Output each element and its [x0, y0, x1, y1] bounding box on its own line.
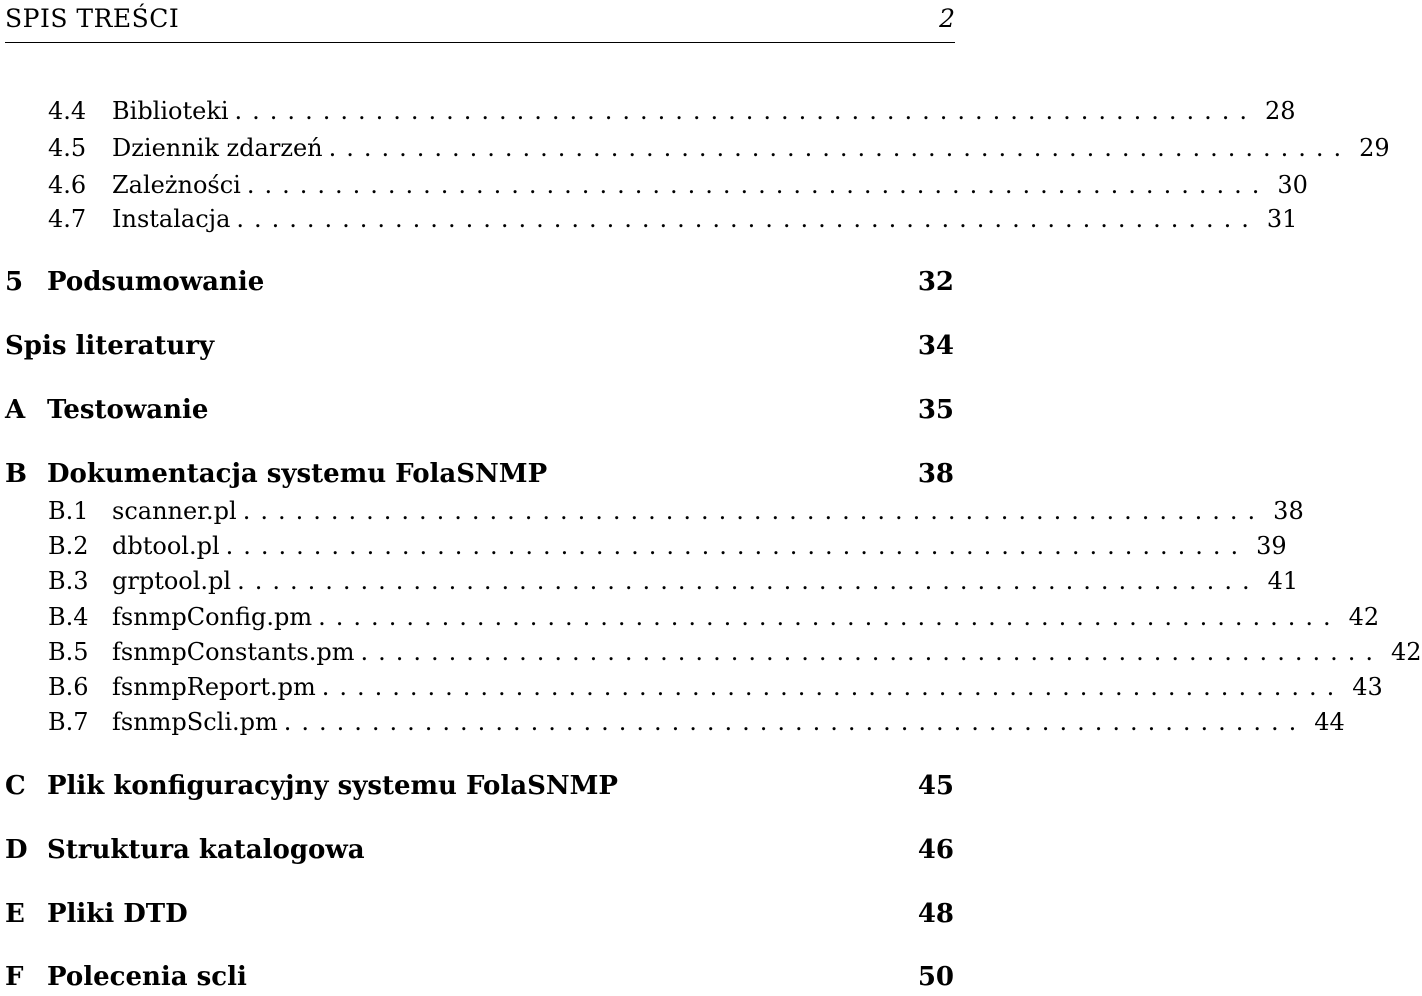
toc-entry-number: B.2 — [48, 532, 89, 560]
dot-leader: .......................................................... — [237, 567, 1260, 595]
toc-appendix-e[interactable] — [5, 899, 954, 933]
toc-entry-number: 4.6 — [48, 171, 87, 199]
toc-appendix-c[interactable] — [5, 771, 954, 805]
toc-entry-label: Biblioteki — [112, 97, 229, 125]
toc-entry-page: 42 — [1390, 638, 1422, 666]
toc-entry-number: B.7 — [48, 708, 89, 736]
dot-leader: .......................................................... — [225, 532, 1249, 560]
toc-appendix-b[interactable] — [5, 459, 954, 493]
dot-leader: .......................................................... — [236, 205, 1259, 233]
header-page-number: 2 — [939, 4, 955, 33]
toc-entry-4-6[interactable] — [48, 171, 1308, 205]
dot-leader: .......................................................... — [318, 603, 1341, 631]
toc-chapter-page: 38 — [917, 459, 954, 489]
toc-chapter-label: Pliki DTD — [47, 899, 188, 929]
toc-entry-number: B.5 — [48, 638, 89, 666]
toc-chapter-5[interactable] — [5, 267, 954, 301]
toc-entry-label: scanner.pl — [112, 497, 237, 525]
toc-entry-label: fsnmpConfig.pm — [112, 603, 313, 631]
dot-leader: .......................................................... — [321, 673, 1345, 701]
toc-entry-number: B.1 — [48, 497, 89, 525]
dot-leader: .......................................................... — [242, 497, 1266, 525]
toc-entry-page: 29 — [1359, 134, 1390, 162]
toc-entry-page: 28 — [1265, 97, 1296, 125]
toc-entry-b-6[interactable] — [48, 673, 1383, 707]
toc-chapter-label: Spis literatury — [5, 331, 215, 361]
toc-entry-b-1[interactable] — [48, 497, 1304, 531]
toc-chapter-label: Podsumowanie — [47, 267, 265, 297]
dot-leader: .......................................................... — [283, 708, 1307, 736]
toc-entry-b-3[interactable] — [48, 567, 1299, 601]
toc-entry-number: B.3 — [48, 567, 89, 595]
toc-appendix-d[interactable] — [5, 835, 954, 869]
toc-entry-4-4[interactable] — [48, 97, 1296, 131]
running-header — [5, 0, 955, 43]
toc-entry-label: grptool.pl — [112, 567, 232, 595]
header-title: SPIS TREŚCI — [5, 4, 180, 33]
toc-entry-label: fsnmpScli.pm — [112, 708, 278, 736]
toc-chapter-number: A — [5, 395, 26, 425]
toc-chapter-number: F — [5, 962, 24, 992]
toc-chapter-label: Testowanie — [47, 395, 209, 425]
toc-entry-page: 44 — [1314, 708, 1345, 736]
dot-leader: .......................................................... — [360, 638, 1383, 666]
toc-entry-b-5[interactable] — [48, 638, 1422, 672]
toc-chapter-number: C — [5, 771, 26, 801]
toc-entry-number: 4.7 — [48, 205, 87, 233]
toc-chapter-page: 32 — [917, 267, 954, 297]
toc-chapter-number: 5 — [5, 267, 24, 297]
toc-entry-label: Instalacja — [112, 205, 231, 233]
toc-entry-label: Dziennik zdarzeń — [112, 134, 323, 162]
toc-chapter-page: 45 — [917, 771, 954, 801]
toc-entry-page: 38 — [1273, 497, 1304, 525]
toc-entry-page: 41 — [1267, 567, 1299, 595]
toc-entry-label: fsnmpConstants.pm — [112, 638, 355, 666]
toc-entry-4-7[interactable] — [48, 205, 1298, 239]
toc-appendix-f[interactable] — [5, 962, 954, 996]
toc-entry-number: 4.5 — [48, 134, 87, 162]
toc-entry-b-4[interactable] — [48, 603, 1380, 637]
toc-chapter-page: 50 — [917, 962, 954, 992]
toc-entry-page: 31 — [1266, 205, 1298, 233]
toc-entry-number: 4.4 — [48, 97, 87, 125]
dot-leader: .......................................................... — [328, 134, 1352, 162]
dot-leader: .......................................................... — [234, 97, 1258, 125]
toc-entry-b-7[interactable] — [48, 708, 1345, 742]
toc-chapter-number: D — [5, 835, 28, 865]
toc-entry-page: 39 — [1256, 532, 1287, 560]
toc-entry-number: B.4 — [48, 603, 89, 631]
toc-chapter-label: Dokumentacja systemu FolaSNMP — [47, 459, 548, 489]
toc-chapter-label: Polecenia scli — [47, 962, 247, 992]
toc-entry-page: 30 — [1277, 171, 1308, 199]
toc-entry-label: Zależności — [112, 171, 241, 199]
toc-entry-label: dbtool.pl — [112, 532, 220, 560]
toc-chapter-page: 46 — [917, 835, 954, 865]
toc-chapter-label: Struktura katalogowa — [47, 835, 365, 865]
toc-chapter-page: 48 — [917, 899, 954, 929]
toc-entry-b-2[interactable] — [48, 532, 1287, 566]
toc-entry-number: B.6 — [48, 673, 89, 701]
toc-entry-page: 42 — [1348, 603, 1380, 631]
toc-appendix-a[interactable] — [5, 395, 954, 429]
dot-leader: .......................................................... — [246, 171, 1270, 199]
toc-chapter-page: 34 — [917, 331, 954, 361]
toc-entry-4-5[interactable] — [48, 134, 1390, 168]
toc-chapter-number: B — [5, 459, 27, 489]
toc-chapter-page: 35 — [917, 395, 954, 425]
toc-chapter-number: E — [5, 899, 25, 929]
toc-entry-label: fsnmpReport.pm — [112, 673, 316, 701]
toc-bibliography[interactable] — [5, 331, 954, 365]
toc-entry-page: 43 — [1352, 673, 1383, 701]
toc-chapter-label: Plik konfiguracyjny systemu FolaSNMP — [47, 771, 618, 801]
